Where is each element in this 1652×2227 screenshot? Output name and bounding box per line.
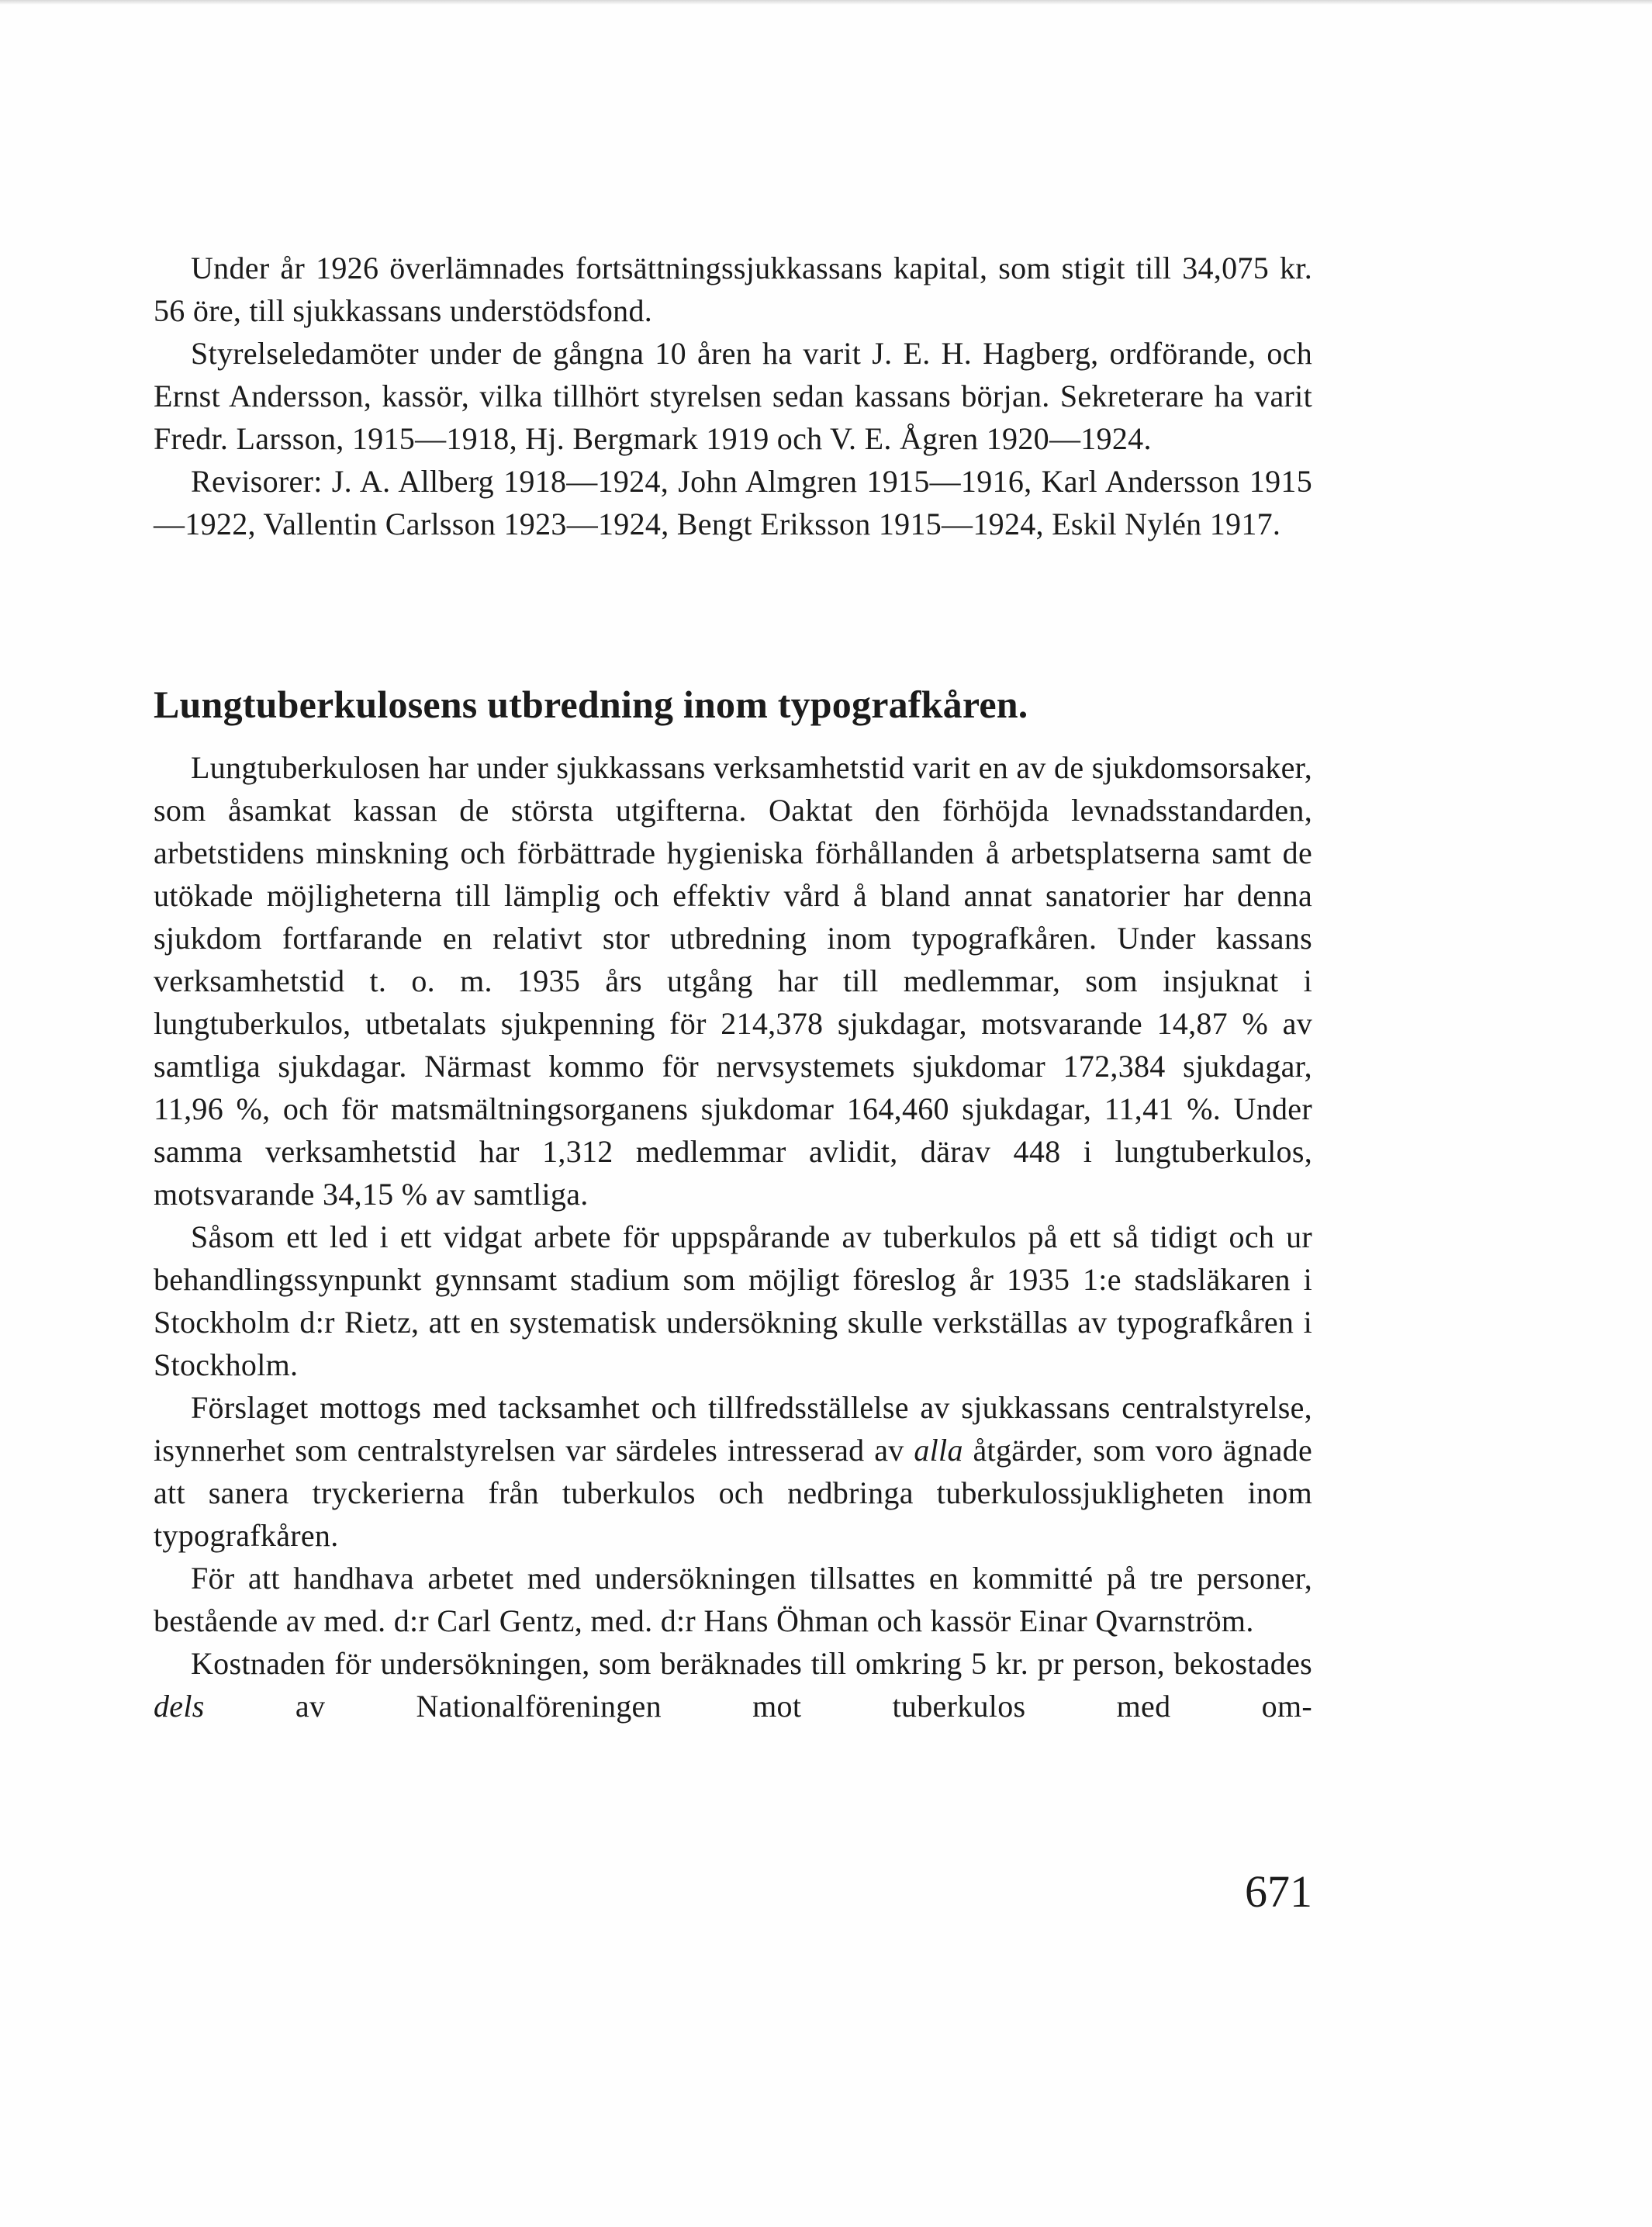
text-segment: Förslaget mottogs med tacksamhet och tillfredsställelse av sjukkassans centralstyrelse, isynnerhet som centralstyrelsen var särdeles intresserad av — [154, 1390, 1312, 1468]
paragraph-board-members: Styrelseledamöter under de gångna 10 åren ha varit J. E. H. Hagberg, ordförande, och Ernst Andersson, kassör, vilka tillhört styrelsen sedan kassans början. Sekreterare ha varit Fredr. Larsson, 1915—1918, Hj. Bergmark 1919 och V. E. Ågren 1920—1924. — [154, 336, 1312, 456]
paragraph-auditors: Revisorer: J. A. Allberg 1918—1924, John Almgren 1915—1916, Karl Andersson 1915—1922, Vallentin Carlsson 1923—1924, Bengt Eriksson 1915—1924, Eskil Nylén 1917. — [154, 464, 1312, 541]
text-segment: åtgärder, som voro ägnade att sanera tryckerierna från tuberkulos och nedbringa tuberkulossjukligheten inom typografkåren. — [154, 1433, 1312, 1553]
page-number: 671 — [1245, 1866, 1312, 1917]
tuberculosis-section — [154, 746, 1312, 1727]
paragraph-proposal-received — [154, 1386, 1312, 1557]
paragraph-cost — [154, 1642, 1312, 1727]
italic-word: alla — [914, 1433, 963, 1468]
italic-word: dels — [154, 1689, 205, 1724]
page-top-edge — [0, 0, 1652, 5]
paragraph-capital-transfer: Under år 1926 överlämnades fortsättningssjukkassans kapital, som stigit till 34,075 kr. 56 öre, till sjukkassans understödsfond. — [154, 251, 1312, 328]
paragraph-committee: För att handhava arbetet med undersökningen tillsattes en kommitté på tre personer, bestående av med. d:r Carl Gentz, med. d:r Hans Öhman och kassör Einar Qvarnström. — [154, 1561, 1312, 1638]
paragraph-tuberculosis-statistics: Lungtuberkulosen har under sjukkassans verksamhetstid varit en av de sjukdomsorsaker, som åsamkat kassan de största utgifterna. Oaktat den förhöjda levnadsstandarden, arbetstidens minskning och förbättrade hygieniska förhållanden å arbetsplatserna samt de utökade möjligheterna till lämplig och effektiv vård å bland annat sanatorier har denna sjukdom fortfarande en relativt stor utbredning inom typografkåren. Under kassans verksamhetstid t. o. m. 1935 års utgång har till medlemmar, som insjuknat i lungtuberkulos, utbetalats sjukpenning för 214,378 sjukdagar, motsvarande 14,87 % av samtliga sjukdagar. Närmast kommo för nervsystemets sjukdomar 172,384 sjukdagar, 11,96 %, och för matsmältningsorganens sjukdomar 164,460 sjukdagar, 11,41 %. Under samma verksamhetstid har 1,312 medlemmar avlidit, därav 448 i lungtuberkulos, motsvarande 34,15 % av samtliga. — [154, 750, 1312, 1212]
section-heading: Lungtuberkulosens utbredning inom typografkåren. — [154, 683, 1028, 726]
paragraph-survey-proposal: Såsom ett led i ett vidgat arbete för uppspårande av tuberkulos på ett så tidigt och ur behandlingssynpunkt gynnsamt stadium som möjligt föreslog år 1935 1:e stadsläkaren i Stockholm d:r Rietz, att en systematisk undersökning skulle verkställas av typografkåren i Stockholm. — [154, 1219, 1312, 1382]
text-segment: Kostnaden för undersökningen, som beräknades till omkring 5 kr. pr person, bekostades — [191, 1646, 1312, 1681]
text-segment: av Nationalföreningen mot tuberkulos med om- — [204, 1689, 1312, 1724]
intro-section — [154, 247, 1312, 545]
